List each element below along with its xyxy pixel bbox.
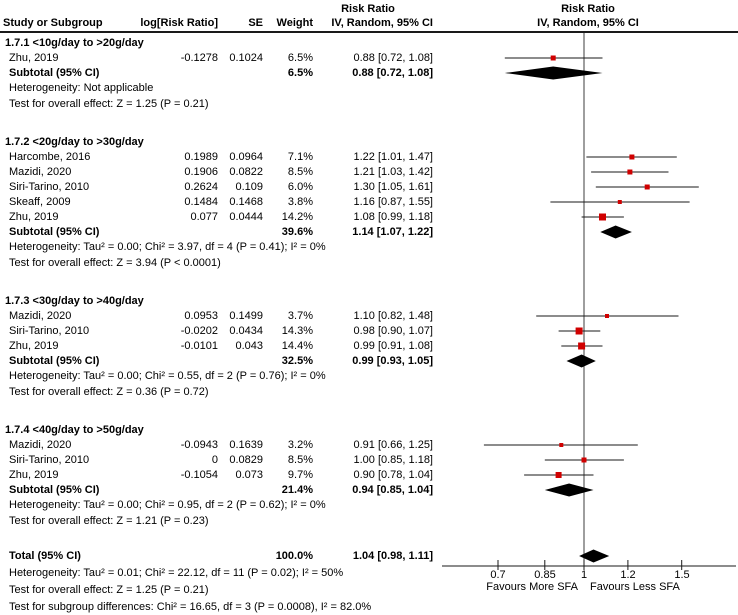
- subtotal-diamond: [600, 226, 632, 239]
- total-heterogeneity-text: Heterogeneity: Tau² = 0.01; Chi² = 22.12, df = 11 (P = 0.02); I² = 50%: [9, 567, 344, 579]
- ci-text: 0.91 [0.66, 1.25]: [353, 439, 433, 451]
- heterogeneity-text: Heterogeneity: Tau² = 0.00; Chi² = 3.97, df = 4 (P = 0.41); I² = 0%: [9, 241, 326, 253]
- point-estimate-marker: [551, 56, 556, 61]
- column-header-study: Study or Subgroup: [3, 17, 103, 29]
- ci-text: 1.30 [1.05, 1.61]: [353, 181, 433, 193]
- point-estimate-marker: [556, 472, 562, 478]
- weight-value: 21.4%: [281, 484, 313, 496]
- weight-value: 6.5%: [287, 67, 313, 79]
- ci-text: 1.16 [0.87, 1.55]: [353, 196, 433, 208]
- log-risk-ratio-value: -0.1054: [180, 469, 218, 481]
- study-name: Mazidi, 2020: [9, 166, 72, 178]
- column-header-se: SE: [248, 17, 263, 29]
- subgroup-label: 1.7.4 <40g/day to >50g/day: [5, 424, 144, 436]
- log-risk-ratio-value: 0: [211, 454, 218, 466]
- header-separator-line: [0, 31, 738, 33]
- se-value: 0.1468: [229, 196, 263, 208]
- ci-text: 0.94 [0.85, 1.04]: [352, 484, 433, 496]
- axis-tick-label: 1.2: [620, 569, 636, 581]
- subtotal-row: [0, 225, 440, 240]
- subgroup-label: 1.7.1 <10g/day to >20g/day: [5, 37, 144, 49]
- log-risk-ratio-value: -0.0202: [180, 325, 218, 337]
- ci-text: 1.14 [1.07, 1.22]: [352, 226, 433, 238]
- plot-effect-measure-title: Risk Ratio: [561, 3, 615, 15]
- weight-value: 3.7%: [287, 310, 313, 322]
- ci-text: 1.10 [0.82, 1.48]: [353, 310, 433, 322]
- log-risk-ratio-value: 0.0953: [184, 310, 218, 322]
- column-header-weight: Weight: [276, 17, 313, 29]
- subtotal-diamond: [505, 67, 603, 80]
- se-value: 0.0434: [229, 325, 263, 337]
- ci-text: 0.98 [0.90, 1.07]: [353, 325, 433, 337]
- study-name: Mazidi, 2020: [9, 439, 72, 451]
- study-row: [0, 309, 440, 324]
- weight-value: 3.8%: [287, 196, 313, 208]
- study-name: Zhu, 2019: [9, 340, 59, 352]
- study-name: Harcombe, 2016: [9, 151, 91, 163]
- weight-value: 39.6%: [281, 226, 313, 238]
- plot-method-title: IV, Random, 95% CI: [537, 17, 639, 29]
- study-row: [0, 51, 440, 66]
- axis-tick-label: 0.85: [534, 569, 556, 581]
- se-value: 0.109: [235, 181, 263, 193]
- favours-right-label: Favours Less SFA: [590, 581, 680, 593]
- study-row: [0, 210, 440, 225]
- overall-effect-text: Test for overall effect: Z = 1.25 (P = 0.21): [9, 98, 209, 110]
- ci-text: 0.99 [0.91, 1.08]: [353, 340, 433, 352]
- se-value: 0.1024: [229, 52, 263, 64]
- subtotal-label: Subtotal (95% CI): [9, 226, 100, 238]
- total-diamond: [579, 550, 609, 563]
- subtotal-label: Total (95% CI): [9, 550, 81, 562]
- se-value: 0.0829: [229, 454, 263, 466]
- subgroup-label: 1.7.2 <20g/day to >30g/day: [5, 136, 144, 148]
- study-name: Siri-Tarino, 2010: [9, 181, 90, 193]
- log-risk-ratio-value: -0.0943: [180, 439, 218, 451]
- study-row: [0, 453, 440, 468]
- weight-value: 7.1%: [287, 151, 313, 163]
- study-row: [0, 195, 440, 210]
- column-header-log-risk-ratio: log[Risk Ratio]: [140, 17, 218, 29]
- subgroup-differences-text: Test for subgroup differences: Chi² = 16.65, df = 3 (P = 0.0008), I² = 82.0%: [9, 601, 372, 613]
- weight-value: 14.2%: [281, 211, 313, 223]
- weight-value: 6.0%: [287, 181, 313, 193]
- study-name: Siri-Tarino, 2010: [9, 454, 90, 466]
- subtotal-row: [0, 483, 440, 498]
- axis-tick-label: 1.5: [674, 569, 690, 581]
- subtotal-row: [0, 66, 440, 81]
- point-estimate-marker: [599, 214, 606, 221]
- point-estimate-marker: [627, 170, 632, 175]
- subtotal-label: Subtotal (95% CI): [9, 67, 100, 79]
- log-risk-ratio-value: 0.1906: [184, 166, 218, 178]
- study-row: [0, 324, 440, 339]
- weight-value: 32.5%: [281, 355, 313, 367]
- subtotal-diamond: [545, 484, 594, 497]
- ci-text: 1.00 [0.85, 1.18]: [353, 454, 433, 466]
- total-overall-effect-text: Test for overall effect: Z = 1.25 (P = 0.21): [9, 584, 209, 596]
- weight-value: 6.5%: [287, 52, 313, 64]
- point-estimate-marker: [578, 343, 585, 350]
- point-estimate-marker: [582, 458, 587, 463]
- weight-value: 9.7%: [287, 469, 313, 481]
- weight-value: 8.5%: [287, 454, 313, 466]
- subgroup-label: 1.7.3 <30g/day to >40g/day: [5, 295, 144, 307]
- subtotal-diamond: [567, 355, 596, 368]
- study-name: Zhu, 2019: [9, 469, 59, 481]
- overall-effect-text: Test for overall effect: Z = 1.21 (P = 0.23): [9, 515, 209, 527]
- point-estimate-marker: [559, 443, 563, 447]
- ci-text: 1.22 [1.01, 1.47]: [353, 151, 433, 163]
- ci-text: 1.04 [0.98, 1.11]: [352, 550, 433, 562]
- study-name: Siri-Tarino, 2010: [9, 325, 90, 337]
- point-estimate-marker: [576, 328, 583, 335]
- se-value: 0.043: [235, 340, 263, 352]
- study-row: [0, 180, 440, 195]
- study-row: [0, 150, 440, 165]
- study-name: Zhu, 2019: [9, 52, 59, 64]
- study-row: [0, 339, 440, 354]
- point-estimate-marker: [629, 155, 634, 160]
- se-value: 0.073: [235, 469, 263, 481]
- overall-effect-text: Test for overall effect: Z = 3.94 (P < 0.0001): [9, 257, 221, 269]
- ci-text: 1.08 [0.99, 1.18]: [353, 211, 433, 223]
- se-value: 0.0822: [229, 166, 263, 178]
- ci-text: 0.90 [0.78, 1.04]: [353, 469, 433, 481]
- ci-text: 0.88 [0.72, 1.08]: [353, 52, 433, 64]
- weight-value: 14.4%: [281, 340, 313, 352]
- point-estimate-marker: [645, 185, 650, 190]
- overall-effect-text: Test for overall effect: Z = 0.36 (P = 0.72): [9, 386, 209, 398]
- log-risk-ratio-value: -0.0101: [180, 340, 218, 352]
- study-name: Skeaff, 2009: [9, 196, 71, 208]
- subtotal-label: Subtotal (95% CI): [9, 484, 100, 496]
- study-name: Zhu, 2019: [9, 211, 59, 223]
- point-estimate-marker: [618, 200, 622, 204]
- weight-value: 8.5%: [287, 166, 313, 178]
- log-risk-ratio-value: 0.2624: [184, 181, 218, 193]
- study-name: Mazidi, 2020: [9, 310, 72, 322]
- log-risk-ratio-value: 0.077: [190, 211, 218, 223]
- heterogeneity-text: Heterogeneity: Tau² = 0.00; Chi² = 0.95, df = 2 (P = 0.62); I² = 0%: [9, 499, 326, 511]
- heterogeneity-text: Heterogeneity: Not applicable: [9, 82, 154, 94]
- se-value: 0.1499: [229, 310, 263, 322]
- study-row: [0, 468, 440, 483]
- ci-text: 0.99 [0.93, 1.05]: [352, 355, 433, 367]
- weight-value: 100.0%: [275, 550, 313, 562]
- subtotal-row: [0, 354, 440, 369]
- point-estimate-marker: [605, 314, 609, 318]
- weight-value: 14.3%: [281, 325, 313, 337]
- column-header-ci: IV, Random, 95% CI: [331, 17, 433, 29]
- axis-tick-label: 0.7: [490, 569, 506, 581]
- log-risk-ratio-value: 0.1989: [184, 151, 218, 163]
- total-row: [0, 549, 440, 564]
- study-row: [0, 165, 440, 180]
- log-risk-ratio-value: 0.1484: [184, 196, 218, 208]
- study-row: [0, 438, 440, 453]
- se-value: 0.1639: [229, 439, 263, 451]
- subtotal-label: Subtotal (95% CI): [9, 355, 100, 367]
- heterogeneity-text: Heterogeneity: Tau² = 0.00; Chi² = 0.55, df = 2 (P = 0.76); I² = 0%: [9, 370, 326, 382]
- axis-tick-label: 1: [580, 569, 588, 581]
- table-effect-measure-title: Risk Ratio: [341, 3, 395, 15]
- se-value: 0.0964: [229, 151, 263, 163]
- ci-text: 0.88 [0.72, 1.08]: [352, 67, 433, 79]
- favours-left-label: Favours More SFA: [486, 581, 578, 593]
- ci-text: 1.21 [1.03, 1.42]: [353, 166, 433, 178]
- log-risk-ratio-value: -0.1278: [180, 52, 218, 64]
- weight-value: 3.2%: [287, 439, 313, 451]
- se-value: 0.0444: [229, 211, 263, 223]
